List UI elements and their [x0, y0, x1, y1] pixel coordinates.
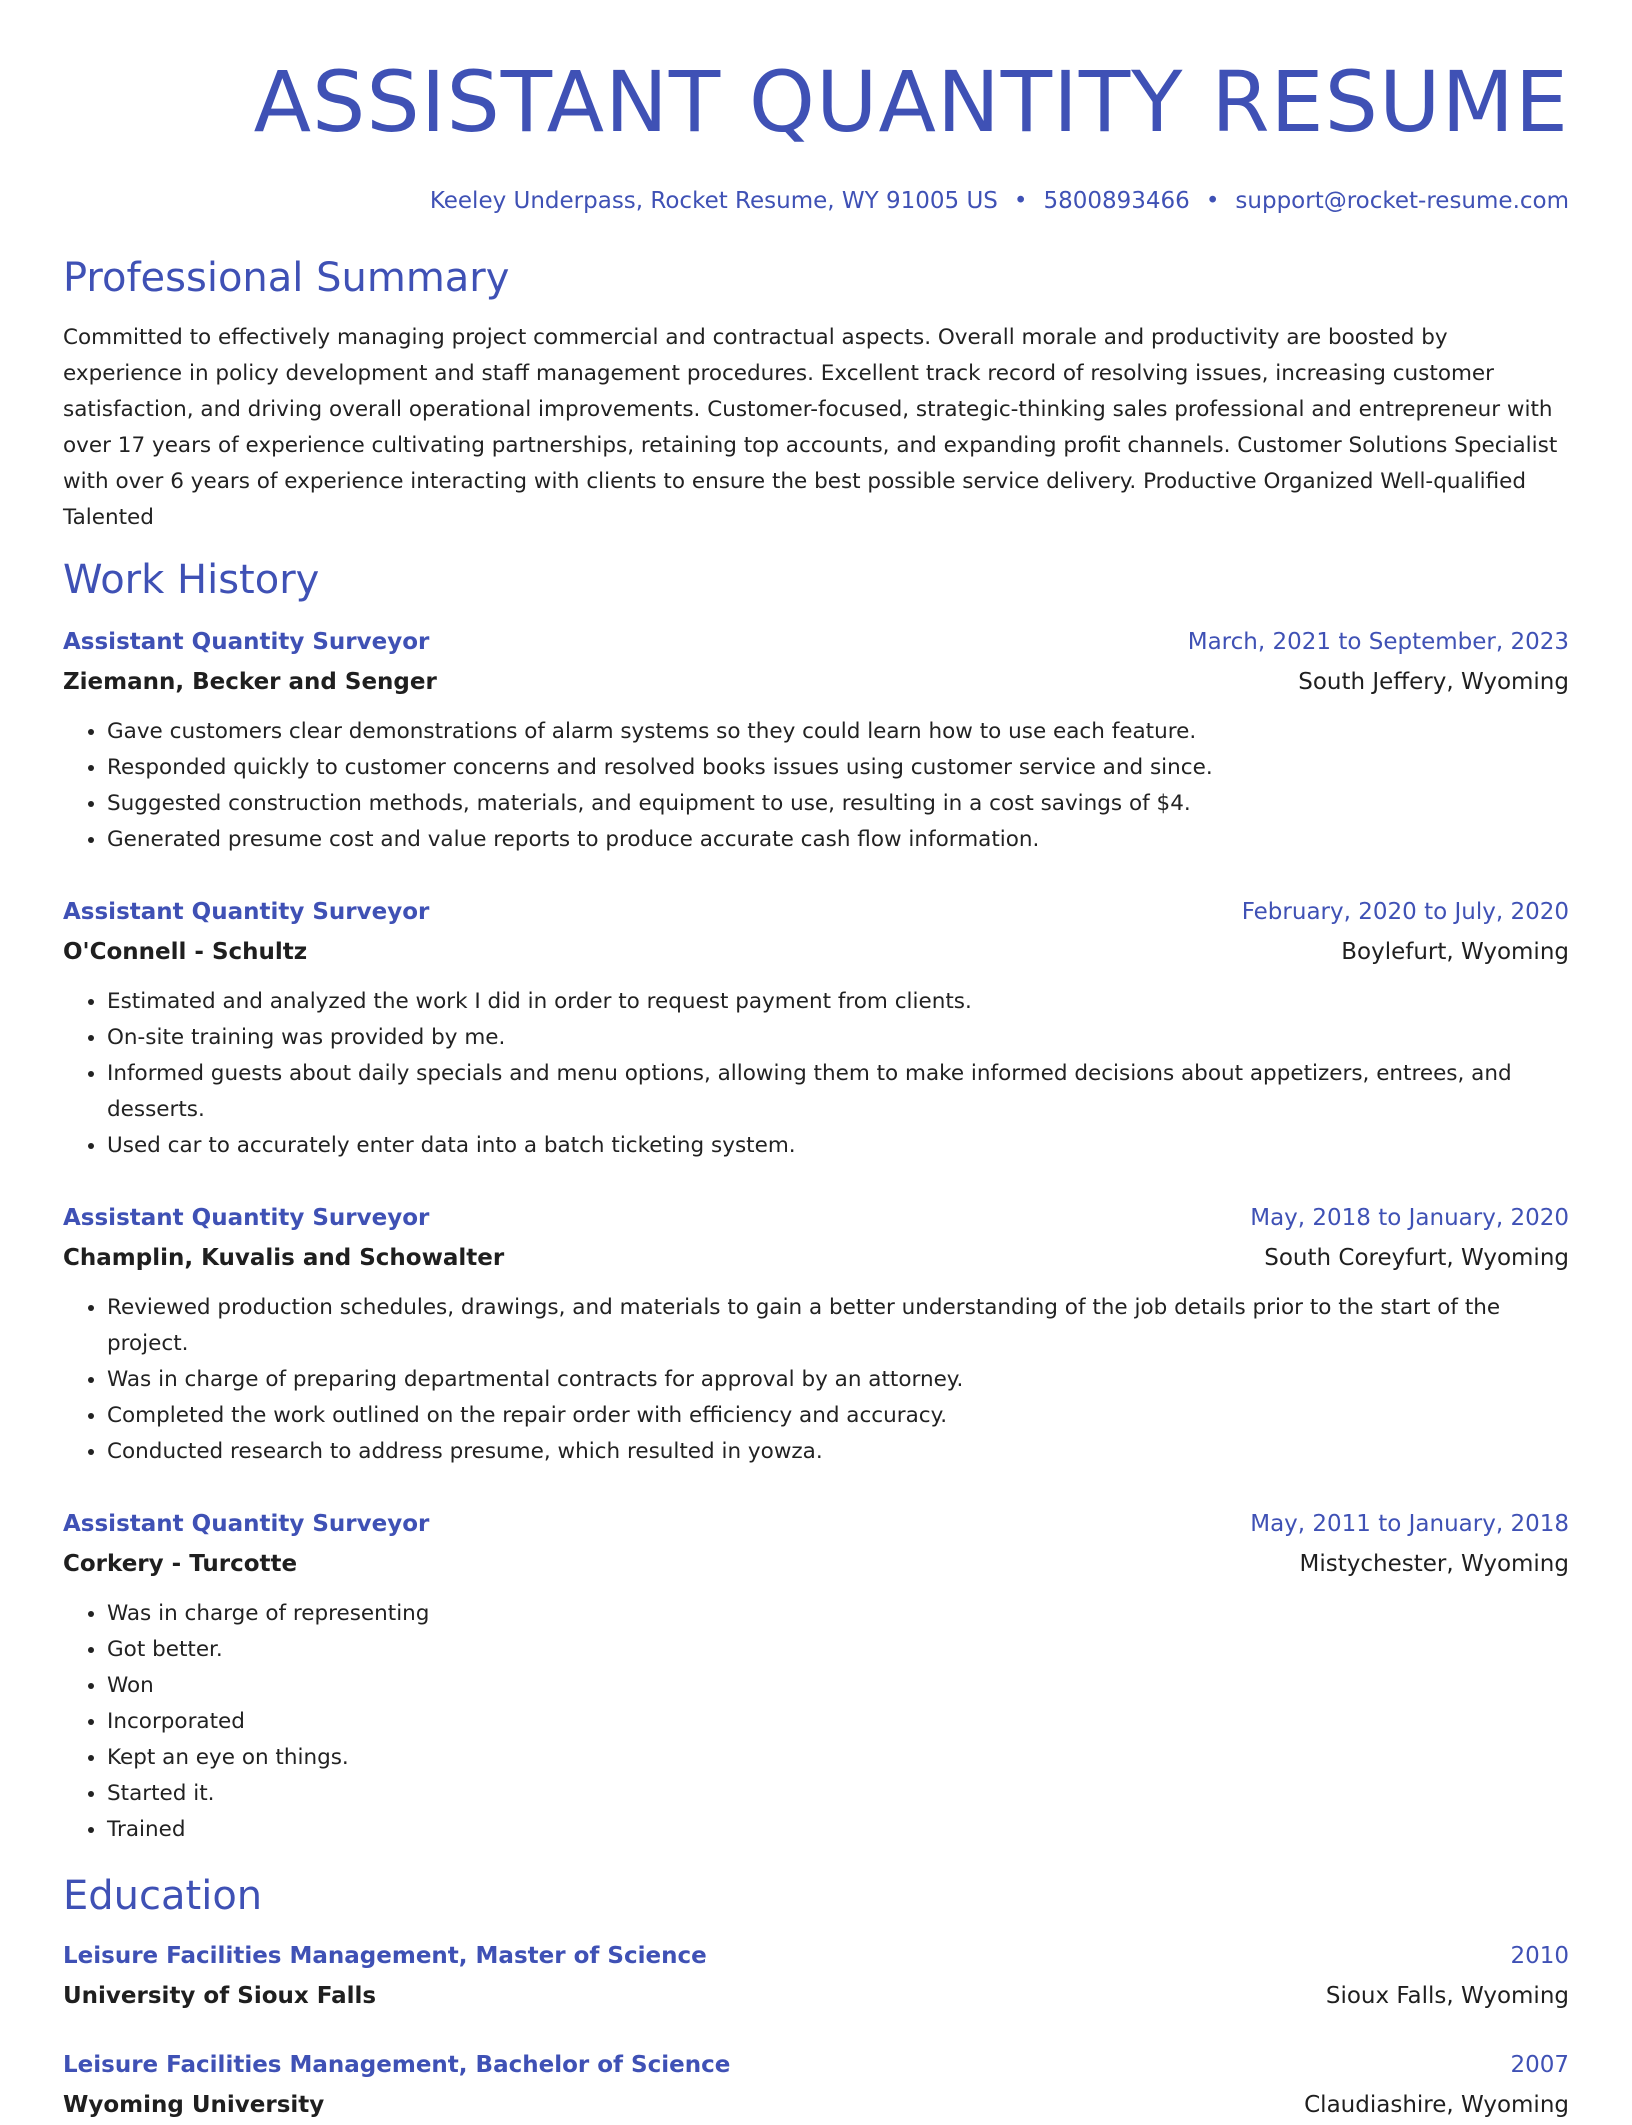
- professional-summary-section: [63, 252, 1569, 536]
- job-company: O'Connell - Schultz: [63, 939, 308, 965]
- section-heading-work-history: Work History: [63, 557, 320, 603]
- education-entry: [63, 2045, 1569, 2125]
- job-bullet: • Generated presume cost and value reports to produce accurate cash flow information.: [107, 822, 1569, 858]
- job-bullet: • Trained: [107, 1812, 1569, 1848]
- contact-email[interactable]: support@rocket-resume.com: [1235, 188, 1569, 214]
- job-company: Champlin, Kuvalis and Schowalter: [63, 1245, 505, 1271]
- contact-line: [63, 186, 1569, 216]
- job-dates: February, 2020 to July, 2020: [1241, 899, 1569, 925]
- graduation-year: 2010: [1510, 1943, 1569, 1969]
- job-dates: May, 2011 to January, 2018: [1250, 1511, 1569, 1537]
- section-heading-summary: Professional Summary: [63, 255, 510, 301]
- school-name: University of Sioux Falls: [63, 1983, 377, 2009]
- contact-separator: •: [1205, 188, 1220, 214]
- school-name: Wyoming University: [63, 2092, 325, 2118]
- job-bullet: • Incorporated: [107, 1704, 1569, 1740]
- job-bullet: • Informed guests about daily specials and menu options, allowing them to make informed decisions about appetizers, entrees, and desserts.: [107, 1056, 1569, 1128]
- resume-header: [63, 52, 1569, 216]
- job-dates: March, 2021 to September, 2023: [1187, 629, 1569, 655]
- job-bullet: • Estimated and analyzed the work I did in order to request payment from clients.: [107, 984, 1569, 1020]
- job-location: Mistychester, Wyoming: [1299, 1551, 1569, 1577]
- job-bullets: [63, 984, 1569, 1164]
- job-bullet: • Got better.: [107, 1632, 1569, 1668]
- document-title: ASSISTANT QUANTITY RESUME: [253, 53, 1569, 151]
- job-bullet: • Was in charge of preparing departmental contracts for approval by an attorney.: [107, 1362, 1569, 1398]
- degree-title: Leisure Facilities Management, Master of Science: [63, 1943, 707, 1969]
- education-entry: [63, 1936, 1569, 2016]
- summary-paragraph: Committed to effectively managing project commercial and contractual aspects. Overall morale and productivity are boosted by experience in policy development and staff management procedures. Excellent track record of resolving issues, increasing customer satisfaction, and driving overall operational improvements. Customer-focused, strategic-thinking sales professional and entrepreneur with over 17 years of experience cultivating partnerships, retaining top accounts, and expanding profit channels. Customer Solutions Specialist with over 6 years of experience interacting with clients to ensure the best possible service delivery. Productive Organized Well-qualified Talented: [63, 325, 1558, 530]
- job-entry: [63, 1504, 1569, 1848]
- job-bullet: • Conducted research to address presume, which resulted in yowza.: [107, 1434, 1569, 1470]
- school-location: Claudiashire, Wyoming: [1304, 2092, 1569, 2118]
- job-dates: May, 2018 to January, 2020: [1250, 1205, 1569, 1231]
- job-bullet: • Gave customers clear demonstrations of alarm systems so they could learn how to use each feature.: [107, 714, 1569, 750]
- contact-separator: •: [1013, 188, 1028, 214]
- job-company: Corkery - Turcotte: [63, 1551, 298, 1577]
- job-title: Assistant Quantity Surveyor: [63, 1205, 430, 1231]
- job-company: Ziemann, Becker and Senger: [63, 669, 437, 695]
- job-bullets: [63, 1290, 1569, 1470]
- job-bullet: • Responded quickly to customer concerns and resolved books issues using customer service and since.: [107, 750, 1569, 786]
- job-bullet: • Suggested construction methods, materials, and equipment to use, resulting in a cost savings of $4.: [107, 786, 1569, 822]
- job-bullet: • Used car to accurately enter data into a batch ticketing system.: [107, 1128, 1569, 1164]
- job-entry: [63, 622, 1569, 858]
- job-bullet: • Won: [107, 1668, 1569, 1704]
- job-location: South Jeffery, Wyoming: [1298, 669, 1569, 695]
- job-title: Assistant Quantity Surveyor: [63, 899, 430, 925]
- job-bullet: • On-site training was provided by me.: [107, 1020, 1569, 1056]
- school-location: Sioux Falls, Wyoming: [1325, 1983, 1569, 2009]
- job-entry: [63, 1198, 1569, 1470]
- job-bullet: • Completed the work outlined on the repair order with efficiency and accuracy.: [107, 1398, 1569, 1434]
- job-entry: [63, 892, 1569, 1164]
- education-section: [63, 1870, 1569, 2125]
- job-bullet: • Started it.: [107, 1776, 1569, 1812]
- section-heading-education: Education: [63, 1873, 263, 1919]
- graduation-year: 2007: [1510, 2052, 1569, 2078]
- job-location: Boylefurt, Wyoming: [1341, 939, 1569, 965]
- job-location: South Coreyfurt, Wyoming: [1264, 1245, 1569, 1271]
- contact-phone: 5800893466: [1043, 188, 1190, 214]
- job-title: Assistant Quantity Surveyor: [63, 1511, 430, 1537]
- contact-address: Keeley Underpass, Rocket Resume, WY 91005 US: [429, 188, 998, 214]
- job-bullets: [63, 1596, 1569, 1848]
- job-bullet: • Kept an eye on things.: [107, 1740, 1569, 1776]
- job-bullets: [63, 714, 1569, 858]
- job-bullet: • Reviewed production schedules, drawings, and materials to gain a better understanding of the job details prior to the start of the project.: [107, 1290, 1569, 1362]
- work-history-section: [63, 554, 1569, 1848]
- job-bullet: • Was in charge of representing: [107, 1596, 1569, 1632]
- degree-title: Leisure Facilities Management, Bachelor of Science: [63, 2052, 731, 2078]
- job-title: Assistant Quantity Surveyor: [63, 629, 430, 655]
